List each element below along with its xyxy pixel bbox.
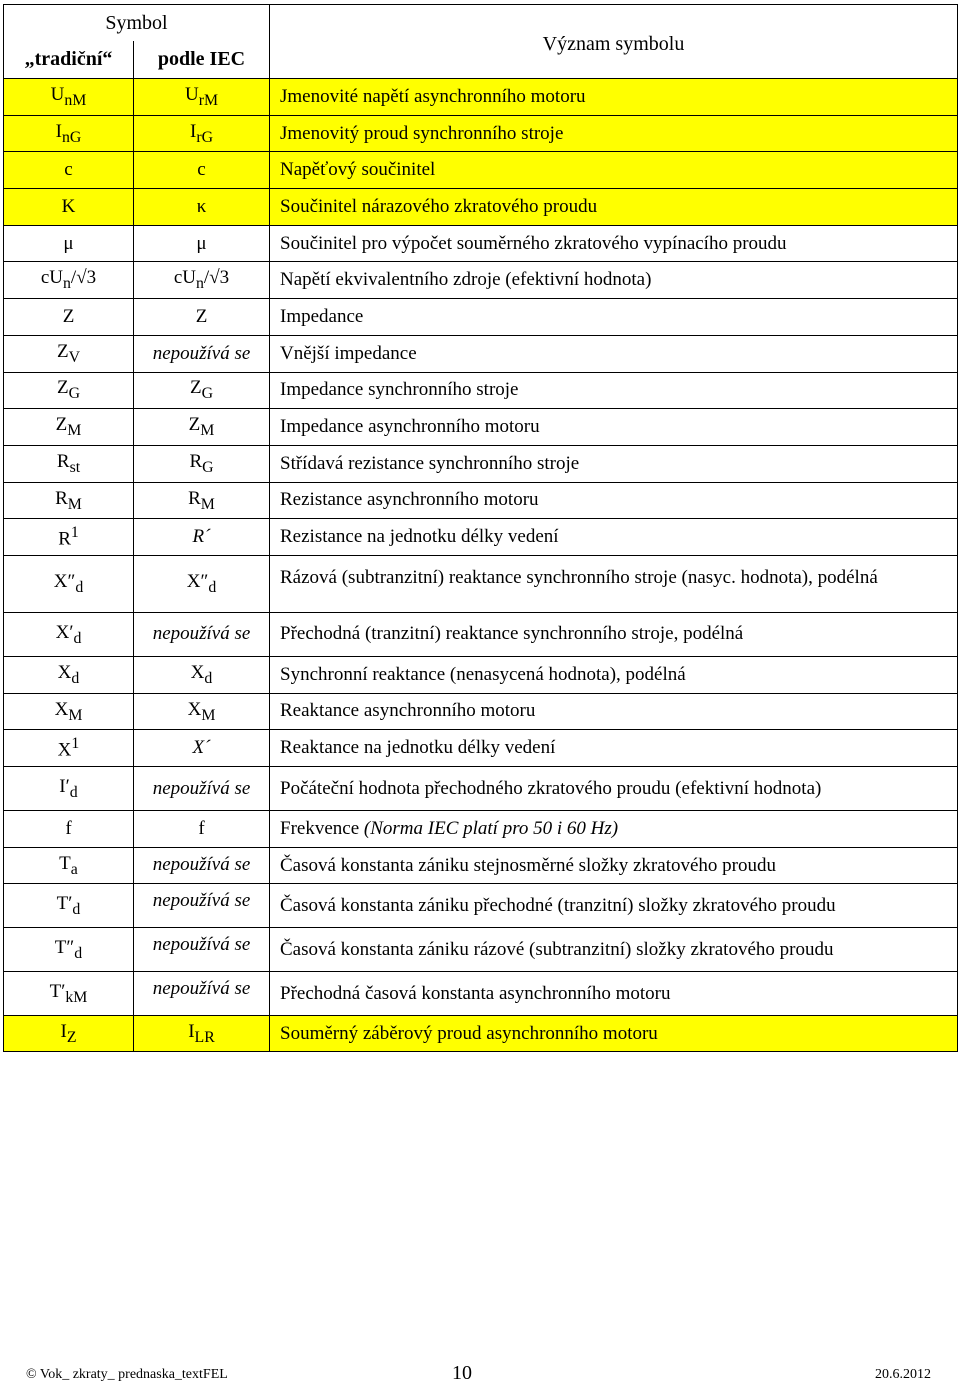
table-row [4, 299, 958, 336]
symbol-iec: nepoužívá se [134, 972, 270, 1016]
symbol-iec: nepoužívá se [134, 847, 270, 884]
header-vyznam: Význam symbolu [270, 5, 958, 79]
symbol-iec: nepoužívá se [134, 928, 270, 972]
table-row [4, 811, 958, 848]
table-row [4, 152, 958, 189]
symbol-meaning: Časová konstanta zániku rázové (subtranzitní) složky zkratového proudu [270, 928, 958, 972]
header-tradicni: „tradiční“ [4, 41, 134, 79]
table-row [4, 445, 958, 482]
table-row [4, 1016, 958, 1052]
footer-date: 20.6.2012 [875, 1367, 931, 1382]
table-row [4, 693, 958, 730]
symbol-traditional: $X'_d$ [4, 612, 134, 656]
symbol-meaning: Počáteční hodnota přechodného zkratového proudu (efektivní hodnota) [270, 767, 958, 811]
table-row [4, 409, 958, 446]
footer-source: © Vok_ zkraty_ prednaska_textFEL [26, 1367, 228, 1382]
table-row [4, 928, 958, 972]
symbol-meaning: Napěťový součinitel [270, 152, 958, 189]
symbol-meaning: Jmenovité napětí asynchronního motoru [270, 79, 958, 116]
symbol-meaning: Reaktance na jednotku délky vedení [270, 730, 958, 767]
symbol-iec: nepoužívá se [134, 335, 270, 372]
symbol-meaning: Střídavá rezistance synchronního stroje [270, 445, 958, 482]
table-row [4, 656, 958, 693]
symbol-meaning: Synchronní reaktance (nenasycená hodnota), podélná [270, 656, 958, 693]
table-row [4, 335, 958, 372]
symbol-iec: $I_{LR}$ [134, 1016, 270, 1052]
symbol-traditional: $T'_{kM}$ [4, 972, 134, 1016]
symbol-iec: $R_G$ [134, 445, 270, 482]
symbol-traditional: $T'_d$ [4, 884, 134, 928]
symbol-meaning: Časová konstanta zániku stejnosměrné složky zkratového proudu [270, 847, 958, 884]
table-row [4, 225, 958, 262]
symbol-iec: c [134, 152, 270, 189]
symbol-traditional: $X_d$ [4, 656, 134, 693]
table-row [4, 519, 958, 556]
symbol-iec: $R_M$ [134, 482, 270, 519]
symbol-iec: nepoužívá se [134, 767, 270, 811]
symbol-meaning: Reaktance asynchronního motoru [270, 693, 958, 730]
symbol-meaning: Rázová (subtranzitní) reaktance synchronního stroje (nasyc. hodnota), podélná [270, 555, 958, 612]
table-row [4, 847, 958, 884]
symbol-iec: f [134, 811, 270, 848]
symbol-iec: $X_M$ [134, 693, 270, 730]
symbol-traditional: c [4, 152, 134, 189]
symbol-meaning: Rezistance na jednotku délky vedení [270, 519, 958, 556]
symbol-meaning: Impedance synchronního stroje [270, 372, 958, 409]
symbol-traditional: K [4, 189, 134, 226]
symbol-traditional: $R_M$ [4, 482, 134, 519]
table-row [4, 730, 958, 767]
table-row [4, 79, 958, 116]
page-number: 10 [452, 1362, 472, 1384]
symbol-meaning: Součinitel pro výpočet souměrného zkratového vypínacího proudu [270, 225, 958, 262]
symbol-meaning: Přechodná časová konstanta asynchronního motoru [270, 972, 958, 1016]
symbol-iec: $Z_M$ [134, 409, 270, 446]
symbol-iec: κ [134, 189, 270, 226]
symbol-traditional: $R^1$ [4, 519, 134, 556]
symbol-meaning: Souměrný záběrový proud asynchronního motoru [270, 1016, 958, 1052]
symbol-traditional: $Z_V$ [4, 335, 134, 372]
symbol-iec: X´ [134, 730, 270, 767]
table-row [4, 555, 958, 612]
symbol-traditional: $X''_d$ [4, 555, 134, 612]
table-row [4, 767, 958, 811]
symbol-meaning: Součinitel nárazového zkratového proudu [270, 189, 958, 226]
symbol-traditional: μ [4, 225, 134, 262]
table-row [4, 482, 958, 519]
table-row [4, 972, 958, 1016]
symbol-meaning: Vnější impedance [270, 335, 958, 372]
symbol-meaning: Napětí ekvivalentního zdroje (efektivní hodnota) [270, 262, 958, 299]
symbol-traditional: $Z_M$ [4, 409, 134, 446]
symbol-iec: μ [134, 225, 270, 262]
symbol-iec: nepoužívá se [134, 612, 270, 656]
symbol-iec: $cU_n/√3$ [134, 262, 270, 299]
symbol-traditional: $X_M$ [4, 693, 134, 730]
symbol-iec: $X_d$ [134, 656, 270, 693]
symbol-traditional: $I_{nG}$ [4, 115, 134, 152]
header-iec: podle IEC [134, 41, 270, 79]
symbol-table [3, 4, 958, 1052]
symbol-traditional: $X^1$ [4, 730, 134, 767]
symbol-iec: $U_{rM}$ [134, 79, 270, 116]
symbol-traditional: $T''_d$ [4, 928, 134, 972]
table-row [4, 372, 958, 409]
header-symbol: Symbol [4, 5, 270, 42]
table-body [4, 79, 958, 1052]
symbol-iec: Z [134, 299, 270, 336]
page-footer [26, 1364, 931, 1386]
table-row [4, 884, 958, 928]
symbol-traditional: $U_{nM}$ [4, 79, 134, 116]
symbol-meaning: Jmenovitý proud synchronního stroje [270, 115, 958, 152]
symbol-meaning: Impedance asynchronního motoru [270, 409, 958, 446]
symbol-iec: nepoužívá se [134, 884, 270, 928]
symbol-traditional: $I_Z$ [4, 1016, 134, 1052]
table-row [4, 262, 958, 299]
symbol-meaning: Časová konstanta zániku přechodné (tranzitní) složky zkratového proudu [270, 884, 958, 928]
table-row [4, 115, 958, 152]
symbol-meaning: Přechodná (tranzitní) reaktance synchronního stroje, podélná [270, 612, 958, 656]
symbol-iec: $Z_G$ [134, 372, 270, 409]
symbol-traditional: $T_a$ [4, 847, 134, 884]
symbol-meaning: Frekvence (Norma IEC platí pro 50 i 60 Hz) [270, 811, 958, 848]
symbol-iec: R´ [134, 519, 270, 556]
symbol-traditional: $I'_d$ [4, 767, 134, 811]
symbol-traditional: f [4, 811, 134, 848]
symbol-traditional: $Z_G$ [4, 372, 134, 409]
symbol-meaning: Rezistance asynchronního motoru [270, 482, 958, 519]
table-row [4, 189, 958, 226]
symbol-iec: $I_{rG}$ [134, 115, 270, 152]
symbol-traditional: $cU_n/√3$ [4, 262, 134, 299]
symbol-meaning: Impedance [270, 299, 958, 336]
symbol-traditional: Z [4, 299, 134, 336]
table-row [4, 612, 958, 656]
meaning-note: (Norma IEC platí pro 50 i 60 Hz) [363, 817, 619, 839]
symbol-traditional: $R_{st}$ [4, 445, 134, 482]
symbol-iec: $X''_d$ [134, 555, 270, 612]
